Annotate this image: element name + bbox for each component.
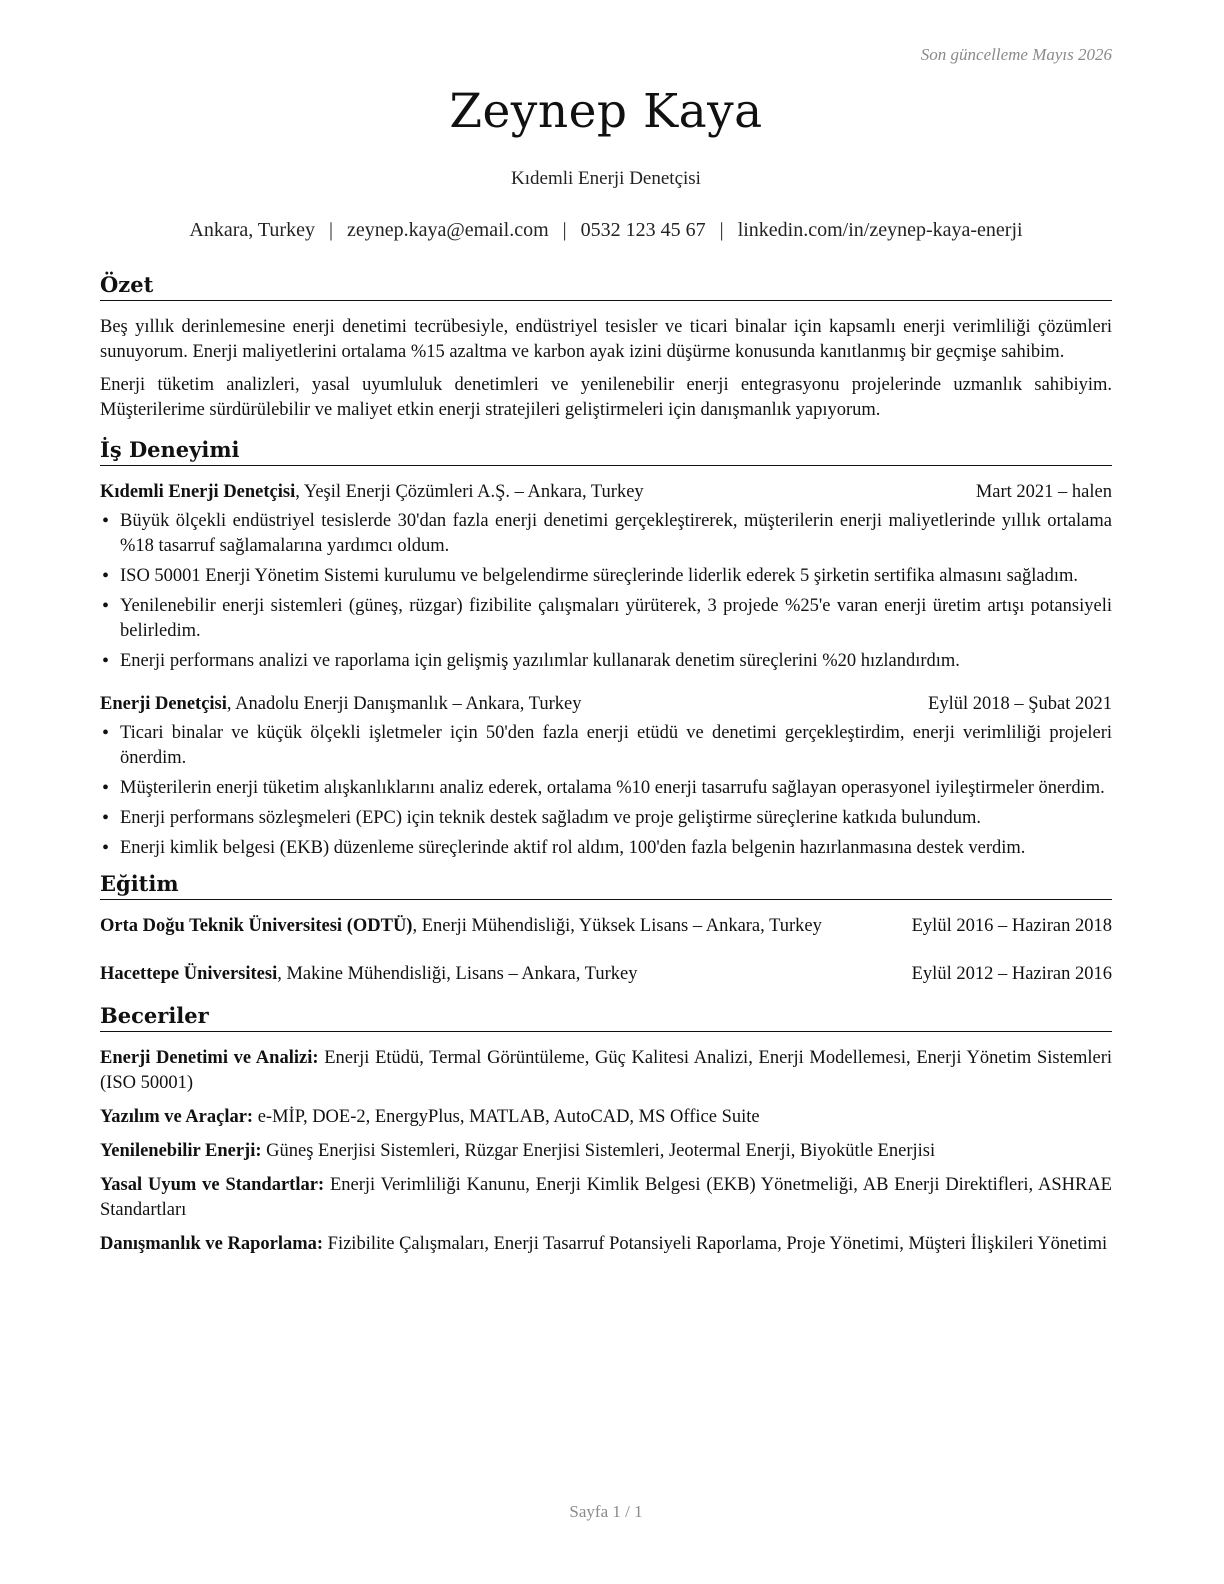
skill-value: Enerji Etüdü, Termal Görüntüleme, Güç Kalitesi Analizi, Enerji Modellemesi, Enerji Yönetim Sistemleri (ISO 50001) — [100, 1048, 1112, 1093]
job-bullet: • Büyük ölçekli endüstriyel tesislerde 30'dan fazla enerji denetimi gerçekleştirerek, müşterilerin enerji maliyetlerinde yıllık ortalama %18 tasarruf sağlamalarına yardımcı oldum. — [100, 509, 1112, 559]
last-updated-note: Son güncelleme Mayıs 2026 — [920, 45, 1112, 64]
education-title-line — [100, 914, 822, 939]
contact-email[interactable]: zeynep.kaya@email.com — [346, 219, 549, 241]
resume-content — [100, 270, 1112, 1266]
section-title-summary: Özet — [100, 270, 1112, 301]
summary-section — [100, 270, 1112, 423]
job-entry — [100, 480, 1112, 674]
education-dates: Eylül 2012 – Haziran 2016 — [911, 964, 1112, 984]
experience-section — [100, 435, 1112, 861]
contact-line — [100, 219, 1112, 242]
skill-value: e-MİP, DOE-2, EnergyPlus, MATLAB, AutoCAD, MS Office Suite — [253, 1107, 760, 1127]
job-title-line — [100, 480, 644, 505]
skill-row — [100, 1139, 1112, 1164]
page-number: Sayfa 1 / 1 — [569, 1502, 643, 1521]
summary-paragraph: Enerji tüketim analizleri, yasal uyumluluk denetimleri ve yenilenebilir enerji entegrasyonu projelerinde uzmanlık sahibiyim. Müşterilerime sürdürülebilir ve maliyet etkin enerji stratejileri geliştirmeleri için danışmanlık yapıyorum. — [100, 375, 1112, 420]
job-company: , Yeşil Enerji Çözümleri A.Ş. – Ankara, Turkey — [295, 482, 644, 502]
job-bullet: • Müşterilerin enerji tüketim alışkanlıklarını analiz ederek, ortalama %10 enerji tasarrufu sağlayan operasyonel iyileştirmeler önerdim. — [100, 776, 1112, 801]
skill-label: Danışmanlık ve Raporlama: — [100, 1234, 324, 1254]
education-entry — [100, 914, 1112, 939]
education-school: Orta Doğu Teknik Üniversitesi (ODTÜ) — [100, 916, 413, 936]
contact-separator: | — [328, 219, 333, 241]
skill-value: Fizibilite Çalışmaları, Enerji Tasarruf Potansiyeli Raporlama, Proje Yönetimi, Müşteri İlişkileri Yönetimi — [323, 1234, 1108, 1254]
summary-paragraph: Beş yıllık derinlemesine enerji denetimi tecrübesiyle, endüstriyel tesisler ve ticari binalar için kapsamlı enerji verimliliği çözümleri sunuyorum. Enerji maliyetlerini ortalama %15 azaltma ve karbon ayak izini düşürme konusunda kanıtlanmış bir geçmişe sahibim. — [100, 317, 1112, 362]
section-title-education: Eğitim — [100, 869, 1112, 900]
job-role: Enerji Denetçisi — [100, 694, 227, 714]
section-title-skills: Beceriler — [100, 1001, 1112, 1032]
education-detail: , Makine Mühendisliği, Lisans – Ankara, Turkey — [277, 964, 638, 984]
skill-value: Enerji Verimliliği Kanunu, Enerji Kimlik Belgesi (EKB) Yönetmeliği, AB Enerji Direktifleri, ASHRAE Standartları — [100, 1175, 1112, 1220]
job-bullet: • ISO 50001 Enerji Yönetim Sistemi kurulumu ve belgelendirme süreçlerinde liderlik ederek 5 şirketin sertifika almasını sağladım. — [100, 564, 1112, 589]
skill-row — [100, 1173, 1112, 1223]
job-bullet: • Yenilenebilir enerji sistemleri (güneş, rüzgar) fizibilite çalışmaları yürüterek, 3 projede %25'e varan enerji üretim artışı potansiyeli belirledim. — [100, 594, 1112, 644]
candidate-headline: Kıdemli Enerji Denetçisi — [511, 168, 701, 189]
education-entry — [100, 962, 1112, 987]
section-title-experience: İş Deneyimi — [100, 435, 1112, 466]
skill-label: Yasal Uyum ve Standartlar: — [100, 1175, 325, 1195]
education-title-line — [100, 962, 637, 987]
job-title-line — [100, 692, 581, 717]
skills-list — [100, 1046, 1112, 1257]
job-dates: Mart 2021 – halen — [975, 482, 1112, 502]
job-bullets — [100, 509, 1112, 674]
skill-row — [100, 1105, 1112, 1130]
job-bullets — [100, 721, 1112, 861]
skill-label: Yenilenebilir Enerji: — [100, 1141, 262, 1161]
job-bullet: • Enerji kimlik belgesi (EKB) düzenleme süreçlerinde aktif rol aldım, 100'den fazla belgenin hazırlanmasına destek verdim. — [100, 836, 1112, 861]
education-dates: Eylül 2016 – Haziran 2018 — [911, 916, 1112, 936]
skill-label: Enerji Denetimi ve Analizi: — [100, 1048, 319, 1068]
skill-row — [100, 1232, 1112, 1257]
skill-value: Güneş Enerjisi Sistemleri, Rüzgar Enerjisi Sistemleri, Jeotermal Enerji, Biyokütle Enerjisi — [261, 1141, 936, 1161]
job-role: Kıdemli Enerji Denetçisi — [100, 482, 296, 502]
skill-row — [100, 1046, 1112, 1096]
education-detail: , Enerji Mühendisliği, Yüksek Lisans – Ankara, Turkey — [412, 916, 822, 936]
job-company: , Anadolu Enerji Danışmanlık – Ankara, Turkey — [226, 694, 582, 714]
contact-location: Ankara, Turkey — [189, 219, 315, 241]
candidate-name: Zeynep Kaya — [449, 84, 763, 139]
contact-phone[interactable]: 0532 123 45 67 — [580, 219, 706, 241]
education-section — [100, 869, 1112, 987]
job-entry — [100, 692, 1112, 861]
job-bullet: • Enerji performans analizi ve raporlama için gelişmiş yazılımlar kullanarak denetim süreçlerini %20 hızlandırdım. — [100, 649, 1112, 674]
job-header — [100, 692, 1112, 717]
job-bullet: • Ticari binalar ve küçük ölçekli işletmeler için 50'den fazla enerji etüdü ve denetimi gerçekleştirdim, enerji verimliliği projeleri önerdim. — [100, 721, 1112, 771]
contact-separator: | — [719, 219, 724, 241]
contact-linkedin[interactable]: linkedin.com/in/zeynep-kaya-enerji — [737, 219, 1023, 241]
summary-body — [100, 315, 1112, 423]
job-bullet: • Enerji performans sözleşmeleri (EPC) için teknik destek sağladım ve proje geliştirme süreçlerine katkıda bulundum. — [100, 806, 1112, 831]
job-dates: Eylül 2018 – Şubat 2021 — [928, 694, 1112, 714]
contact-separator: | — [562, 219, 567, 241]
skill-label: Yazılım ve Araçlar: — [100, 1107, 254, 1127]
education-school: Hacettepe Üniversitesi — [100, 964, 278, 984]
skills-section — [100, 1001, 1112, 1257]
job-header — [100, 480, 1112, 505]
